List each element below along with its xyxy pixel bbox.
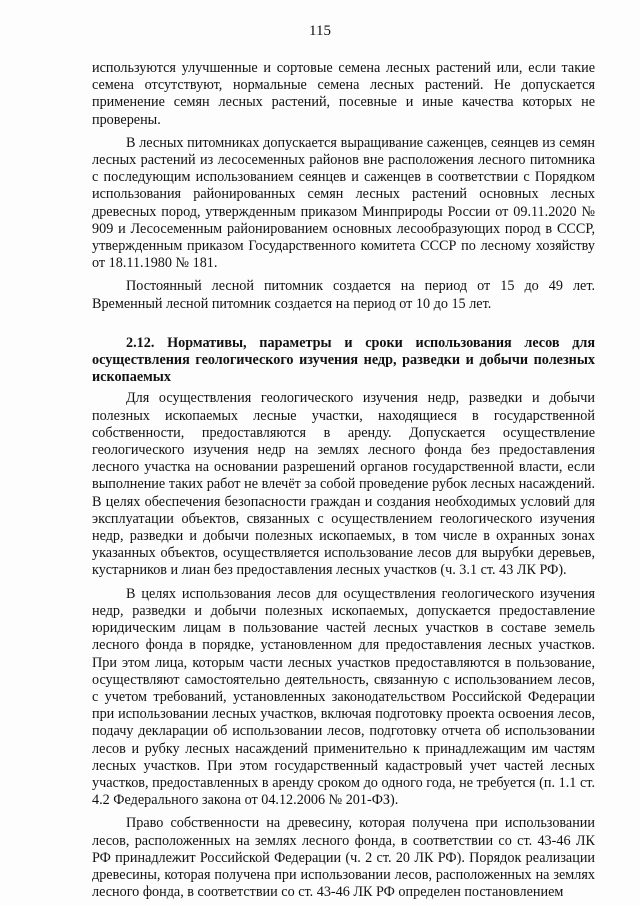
paragraph-seeds-usage: используются улучшенные и сортовые семена лесных растений или, если такие семена отсутствуют, нормальные семена лесных растений. Не допускается применение семян лесных растений, посевные и иные качества которых не проверены. [92,60,595,128]
page-number: 115 [309,23,331,39]
section-number: 2.12. [126,334,155,351]
page-content [92,60,595,907]
paragraph-timber-ownership: Право собственности на древесину, которая получена при использовании лесов, расположенных на землях лесного фонда, в соответствии со ст. 43-46 ЛК РФ принадлежит Российской Федерации (ч. 2 ст. 20 ЛК РФ). Порядок реализации древесины, которая получена при использовании лесов, расположенных на землях лесного фонда, в соответствии со ст. 43-46 ЛК РФ определен постановлением [92,815,595,901]
paragraph-nursery-seedlings: В лесных питомниках допускается выращивание саженцев, сеянцев из семян лесных растений из лесосеменных районов вне расположения лесного питомника с последующим использованием сеянцев и саженцев в соответствии с Порядком использования районированных семян лесных растений основных лесных древесных пород, утвержденным приказом Минприроды России от 09.11.2020 № 909 и Лесосеменным районированием основных лесообразующих пород в СССР, утвержденным приказом Государственного комитета СССР по лесному хозяйству от 18.11.1980 № 181. [92,134,595,272]
paragraph-geological-study: Для осуществления геологического изучения недр, разведки и добычи полезных ископаемых лесные участки, находящиеся в государственной собственности, предоставляются в аренду. Допускается осуществление геологического изучения недр на землях лесного фонда без предоставления лесного участка на основании разрешений органов государственной власти, если выполнение таких работ не влечёт за собой проведение рубок лесных насаждений. В целях обеспечения безопасности граждан и создания необходимых условий для эксплуатации объектов, связанных с осуществлением геологического изучения недр, разведки и добычи полезных ископаемых, в том числе в охранных зонах указанных объектов, осуществляется использование лесов для вырубки деревьев, кустарников и лиан без предоставления лесных участков (ч. 3.1 ст. 43 ЛК РФ). [92,390,595,579]
paragraph-nursery-period: Постоянный лесной питомник создается на период от 15 до 49 лет. Временный лесной питомник создается на период от 10 до 15 лет. [92,278,595,312]
section-heading [92,335,595,387]
section-title: Нормативы, параметры и сроки использования лесов для осуществления геологического изучения недр, разведки и добычи полезных ископаемых [92,334,596,386]
paragraph-parts-of-plots: В целях использования лесов для осуществления геологического изучения недр, разведки и добычи полезных ископаемых, допускается предоставление юридическим лицам в пользование частей лесных участков в составе земель лесного фонда в порядке, установленном для предоставления лесных участков. При этом лица, которым части лесных участков предоставляются в пользование, осуществляют самостоятельно деятельность, связанную с использованием лесов, с учетом требований, установленных законодательством Российской Федерации при использовании лесных участков, включая подготовку проекта освоения лесов, подачу декларации об использовании лесов, подготовку отчета об использовании лесов и рубку лесных насаждений применительно к принадлежащим им частям лесных участков. При этом государственный кадастровый учет частей лесных участков, предоставленных в аренду сроком до одного года, не требуется (п. 1.1 ст. 4.2 Федерального закона от 04.12.2006 № 201-ФЗ). [92,585,595,809]
